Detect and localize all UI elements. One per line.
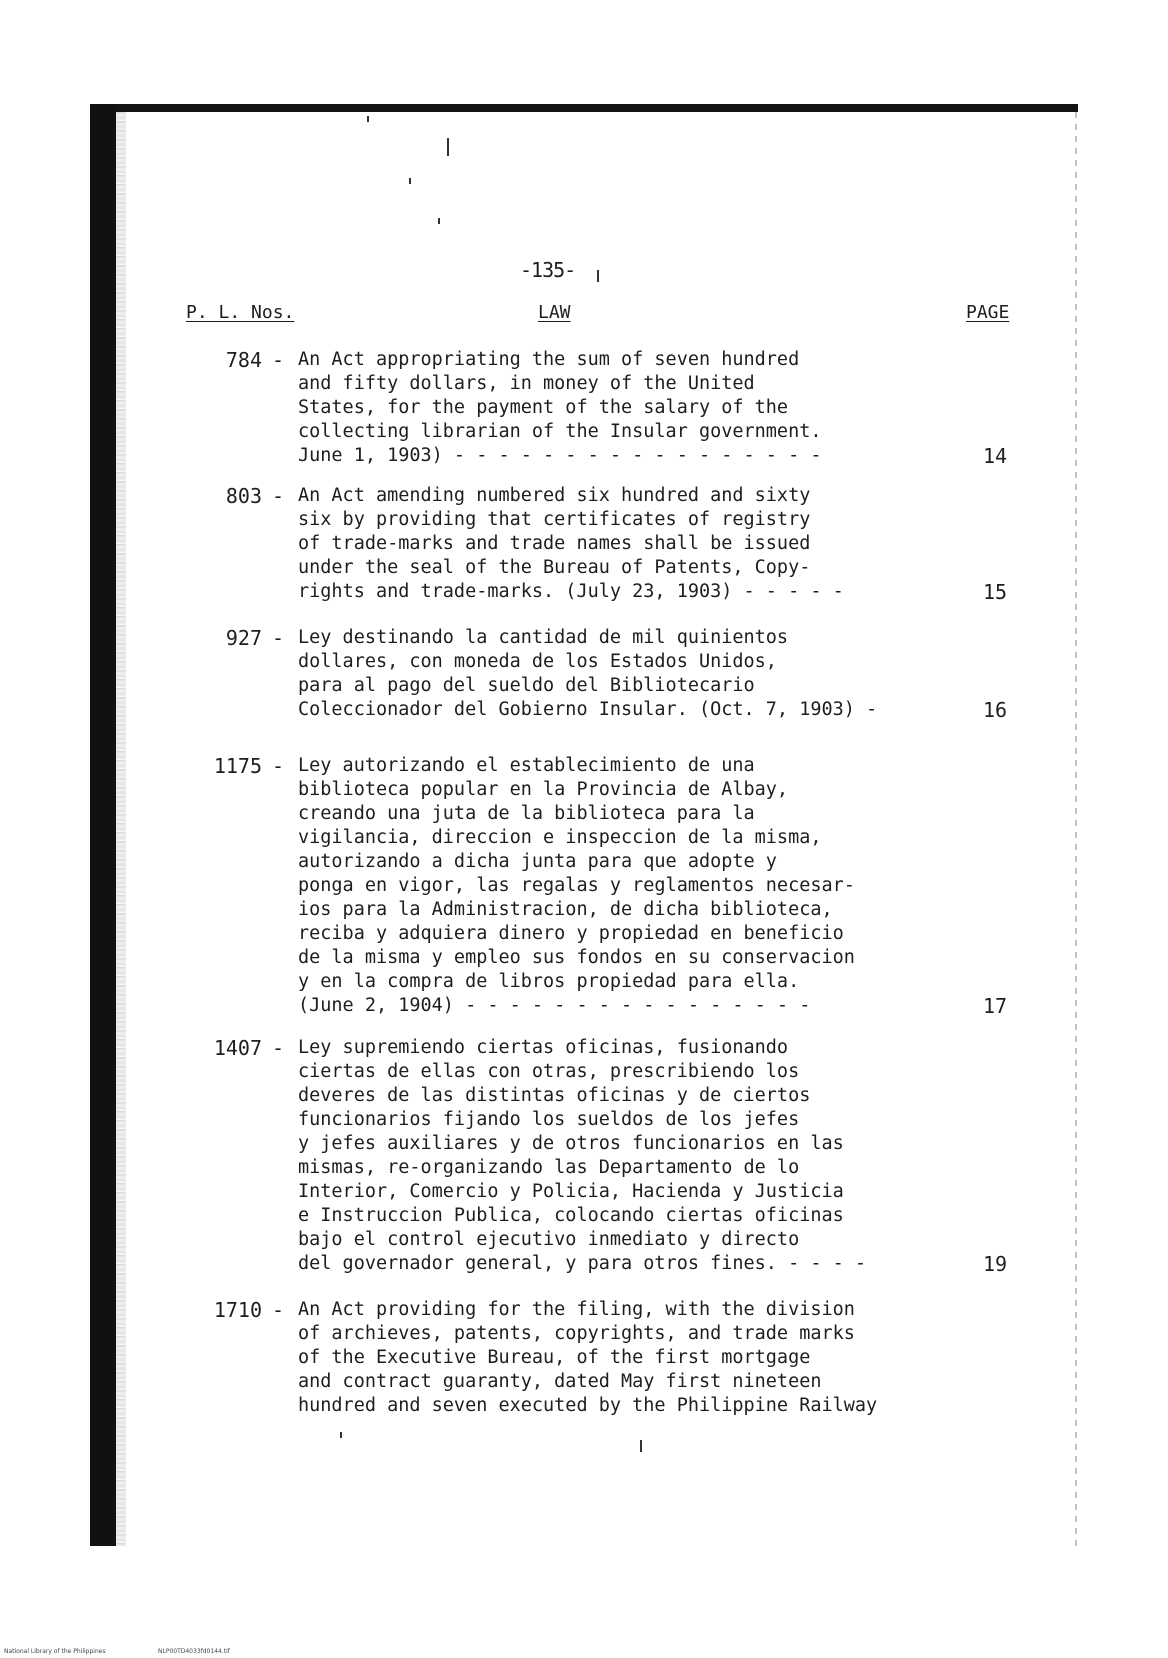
entry-line: and fifty dollars, in money of the United bbox=[298, 373, 755, 394]
entry-text bbox=[298, 484, 938, 604]
entry-line: funcionarios fijando los sueldos de los jefes bbox=[298, 1109, 800, 1130]
entry-separator: - bbox=[272, 348, 285, 372]
entry-number: 927 bbox=[225, 626, 262, 650]
scan-border-top bbox=[90, 104, 1078, 112]
entry-line: Ley destinando la cantidad de mil quinientos bbox=[298, 627, 789, 648]
scan-speck bbox=[438, 218, 440, 224]
entry-separator: - bbox=[272, 1298, 285, 1322]
entry-line: Ley autorizando el establecimiento de una bbox=[298, 755, 755, 776]
entry-separator: - bbox=[272, 484, 285, 508]
entry-line: An Act amending numbered six hundred and sixty bbox=[298, 485, 811, 506]
entry-line: biblioteca popular en la Provincia de Albay, bbox=[298, 779, 789, 800]
scan-speck bbox=[409, 178, 411, 184]
entry-number: 784 bbox=[225, 348, 262, 372]
entry-page-number: 16 bbox=[982, 698, 1008, 722]
entry-text bbox=[298, 348, 938, 468]
entry-line: (June 2, 1904) - - - - - - - - - - - - - - - - bbox=[298, 995, 811, 1016]
entry-line: An Act providing for the filing, with the division bbox=[298, 1299, 855, 1320]
entry-number: 1175 bbox=[213, 754, 262, 778]
header-law: LAW bbox=[538, 302, 571, 323]
entry-line: dollares, con moneda de los Estados Unidos, bbox=[298, 651, 777, 672]
scan-speck bbox=[640, 1440, 642, 1452]
entry-page-number: 19 bbox=[982, 1252, 1008, 1276]
entry-line: y en la compra de libros propiedad para ella. bbox=[298, 971, 800, 992]
entry-line: six by providing that certificates of registry bbox=[298, 509, 811, 530]
entry-separator: - bbox=[272, 1036, 285, 1060]
scan-speck bbox=[597, 270, 599, 282]
scan-border-left bbox=[90, 104, 116, 1546]
entry-line: rights and trade-marks. (July 23, 1903) - - - - - bbox=[298, 581, 844, 602]
entry-text bbox=[298, 754, 938, 1018]
entry-line: June 1, 1903) - - - - - - - - - - - - - - - - - bbox=[298, 445, 822, 466]
entry-line: y jefes auxiliares y de otros funcionarios en las bbox=[298, 1133, 844, 1154]
entry-separator: - bbox=[272, 626, 285, 650]
entry-line: deveres de las distintas oficinas y de ciertos bbox=[298, 1085, 811, 1106]
entry-line: States, for the payment of the salary of the bbox=[298, 397, 789, 418]
entry-line: Interior, Comercio y Policia, Hacienda y Justicia bbox=[298, 1181, 844, 1202]
entry-line: bajo el control ejecutivo inmediato y directo bbox=[298, 1229, 800, 1250]
entry-line: ciertas de ellas con otras, prescribiendo los bbox=[298, 1061, 800, 1082]
footer-file-id: NLP00TD4033fd0144.tif bbox=[158, 1648, 230, 1655]
entry-line: del governador general, y para otros fines. - - - - bbox=[298, 1253, 867, 1274]
entry-line: para al pago del sueldo del Bibliotecario bbox=[298, 675, 755, 696]
entry-page-number: 15 bbox=[982, 580, 1008, 604]
entry-line: of archieves, patents, copyrights, and trade marks bbox=[298, 1323, 855, 1344]
scan-border-right bbox=[1075, 112, 1077, 1546]
entry-separator: - bbox=[272, 754, 285, 778]
entry-line: mismas, re-organizando las Departamento de lo bbox=[298, 1157, 800, 1178]
entry-line: hundred and seven executed by the Philippine Railway bbox=[298, 1395, 878, 1416]
entry-number: 1407 bbox=[213, 1036, 262, 1060]
scan-speck bbox=[447, 138, 449, 156]
scan-speck bbox=[340, 1432, 342, 1438]
entry-line: autorizando a dicha junta para que adopte y bbox=[298, 851, 777, 872]
entry-text bbox=[298, 1036, 938, 1276]
entry-number: 803 bbox=[225, 484, 262, 508]
scan-edge-noise bbox=[116, 112, 126, 1546]
entry-line: reciba y adquiera dinero y propiedad en beneficio bbox=[298, 923, 844, 944]
entry-text bbox=[298, 626, 938, 722]
entry-line: Ley supremiendo ciertas oficinas, fusionando bbox=[298, 1037, 789, 1058]
entry-number: 1710 bbox=[213, 1298, 262, 1322]
entry-line: ios para la Administracion, de dicha biblioteca, bbox=[298, 899, 833, 920]
entry-line: An Act appropriating the sum of seven hundred bbox=[298, 349, 800, 370]
entry-line: under the seal of the Bureau of Patents, Copy- bbox=[298, 557, 811, 578]
entry-page-number: 14 bbox=[982, 444, 1008, 468]
scan-speck bbox=[367, 116, 369, 122]
entry-line: ponga en vigor, las regalas y reglamentos necesar- bbox=[298, 875, 855, 896]
entry-line: Coleccionador del Gobierno Insular. (Oct. 7, 1903) - bbox=[298, 699, 878, 720]
entry-line: e Instruccion Publica, colocando ciertas oficinas bbox=[298, 1205, 844, 1226]
entry-line: vigilancia, direccion e inspeccion de la misma, bbox=[298, 827, 822, 848]
entry-page-number: 17 bbox=[982, 994, 1008, 1018]
entry-text bbox=[298, 1298, 938, 1418]
entry-line: and contract guaranty, dated May first nineteen bbox=[298, 1371, 822, 1392]
entry-line: of trade-marks and trade names shall be issued bbox=[298, 533, 811, 554]
header-pl-nos: P. L. Nos. bbox=[186, 302, 295, 323]
header-page: PAGE bbox=[966, 302, 1010, 323]
entry-line: collecting librarian of the Insular government. bbox=[298, 421, 822, 442]
entry-line: of the Executive Bureau, of the first mortgage bbox=[298, 1347, 811, 1368]
entry-line: de la misma y empleo sus fondos en su conservacion bbox=[298, 947, 855, 968]
entry-line: creando una juta de la biblioteca para la bbox=[298, 803, 755, 824]
page-number: -135- bbox=[520, 258, 576, 282]
footer-library: National Library of the Philippines bbox=[4, 1648, 106, 1655]
